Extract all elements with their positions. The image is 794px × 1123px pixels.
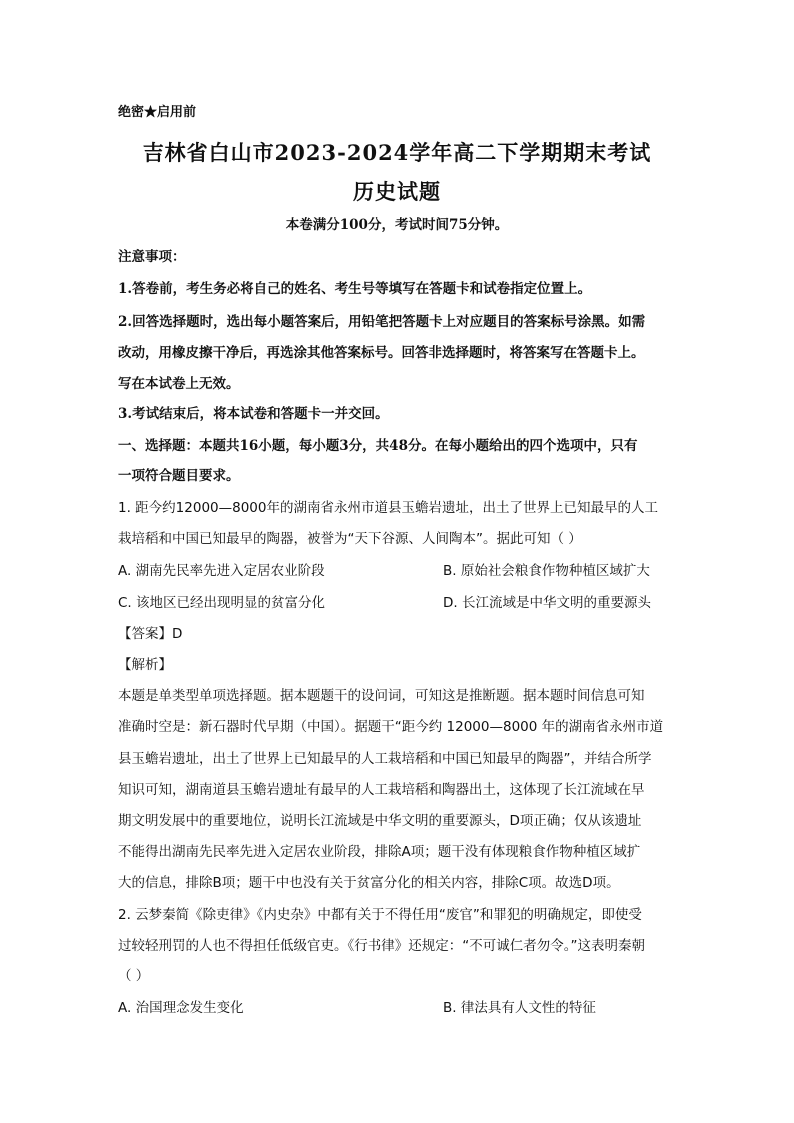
notes-heading: 注意事项： [118,249,186,265]
note-2-line-2: 改动，用橡皮擦干净后，再选涂其他答案标号。回答非选择题时，将答案写在答题卡上。 [118,345,645,361]
q1-option-c: C. 该地区已经出现明显的贫富分化 [118,595,326,611]
section-1-heading-line-1: 一、选择题：本题共16小题，每小题3分，共48分。在每小题给出的四个选项中，只有 [118,438,638,454]
q2-option-b: B. 律法具有人文性的特征 [443,1000,596,1016]
exam-info: 本卷满分100分，考试时间75分钟。 [285,217,509,233]
note-2-line-1: 2.回答选择题时，选出每小题答案后，用铅笔把答题卡上对应题目的答案标号涂黑。如需 [118,314,646,330]
q2-option-a: A. 治国理念发生变化 [118,1000,244,1016]
exam-title: 吉林省白山市2023-2024学年高二下学期期末考试 [142,140,652,165]
section-1-heading-line-2: 一项符合题目要求。 [118,468,240,484]
note-3: 3.考试结束后，将本试卷和答题卡一并交回。 [118,406,389,422]
q1-stem-line-2: 栽培稻和中国已知最早的陶器，被誉为“天下谷源、人间陶本”。据此可知（ ） [118,531,582,547]
q1-option-d: D. 长江流域是中华文明的重要源头 [443,595,651,611]
exam-subject-title: 历史试题 [353,179,441,204]
q1-stem-line-1: 1. 距今约12000—8000年的湖南省永州市道县玉蟾岩遗址，出土了世界上已知最早的人工 [118,500,658,516]
q1-analysis-line-6: 不能得出湖南先民率先进入定居农业阶段，排除A项；题干没有体现粮食作物种植区域扩 [118,844,641,860]
q1-analysis-line-1: 本题是单类型单项选择题。据本题题干的设问词，可知这是推断题。据本题时间信息可知 [118,688,645,704]
q2-stem-line-3: （ ） [118,968,150,984]
q1-analysis-line-5: 期文明发展中的重要地位，说明长江流域是中华文明的重要源头，D项正确；仅从该遗址 [118,813,642,829]
confidential-label: 绝密★启用前 [118,105,197,120]
q1-analysis-line-3: 县玉蟾岩遗址，出土了世界上已知最早的人工栽培稻和中国已知最早的陶器”，并结合所学 [118,751,652,767]
q1-analysis-line-7: 大的信息，排除B项；题干中也没有关于贫富分化的相关内容，排除C项。故选D项。 [118,875,620,891]
q1-answer: 【答案】D [118,626,183,642]
q1-analysis-label: 【解析】 [118,657,172,673]
q1-option-a: A. 湖南先民率先进入定居农业阶段 [118,563,325,579]
q2-stem-line-1: 2. 云梦秦简《除吏律》《内史杂》中都有关于不得任用“废官”和罪犯的明确规定，即使受 [118,907,642,923]
q1-option-b: B. 原始社会粮食作物种植区域扩大 [443,563,650,579]
q1-analysis-line-2: 准确时空是：新石器时代早期（中国）。据题干“距今约 12000—8000 年的湖南省永州市道 [118,719,664,735]
q1-analysis-line-4: 知识可知，湖南道县玉蟾岩遗址有最早的人工栽培稻和陶器出土，这体现了长江流域在早 [118,782,645,798]
note-1: 1.答卷前，考生务必将自己的姓名、考生号等填写在答题卡和试卷指定位置上。 [118,281,592,297]
q2-stem-line-2: 过较轻刑罚的人也不得担任低级官吏。《行书律》还规定：“不可诚仁者勿令。”这表明秦朝 [118,938,645,954]
note-2-line-3: 写在本试卷上无效。 [118,376,240,392]
